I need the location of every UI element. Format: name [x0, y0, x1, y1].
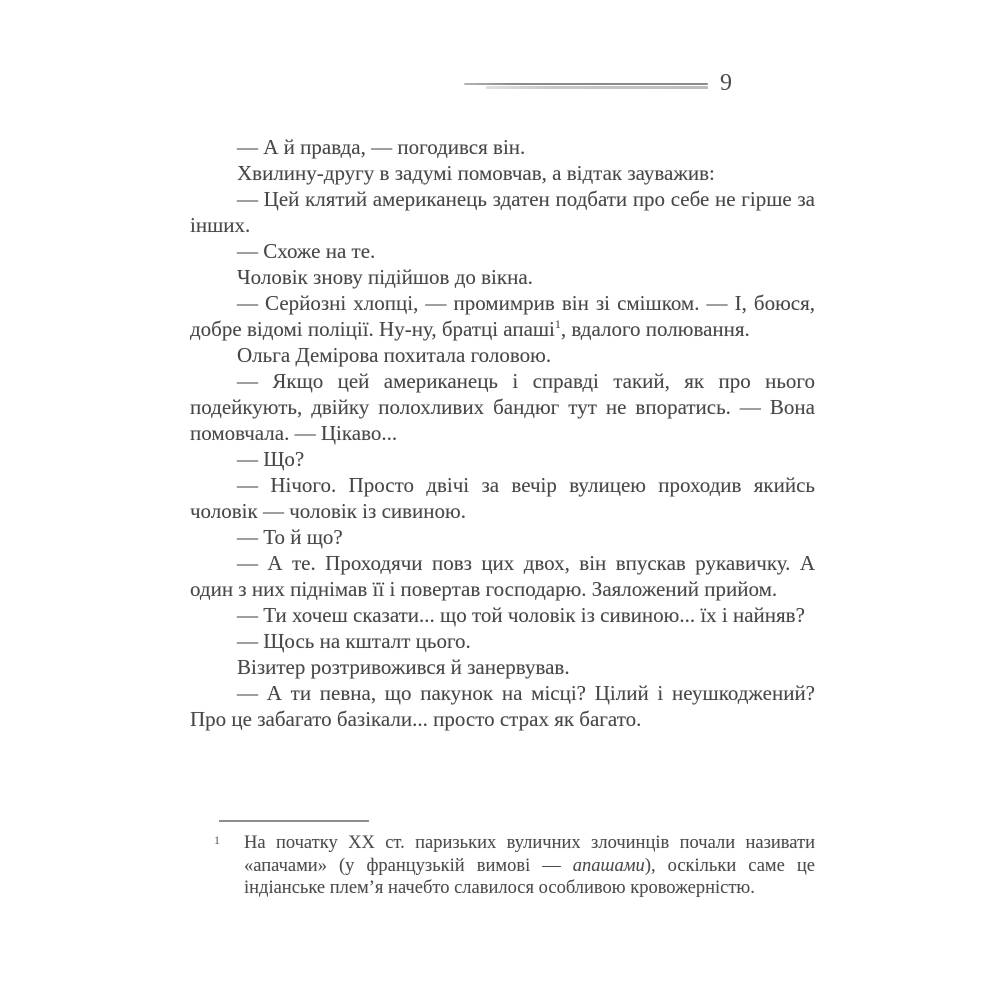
paragraph	[190, 472, 815, 524]
paragraph	[190, 602, 815, 628]
paragraph	[190, 238, 815, 264]
footnote-separator	[219, 820, 369, 822]
paragraph-text: Хвилину-другу в задумі помовчав, а відтак зауважив:	[237, 161, 715, 185]
paragraph-text: — То й що?	[237, 525, 343, 549]
paragraph-text: — А ти певна, що пакунок на місці? Цілий і неушкоджений? Про це забагато базікали... просто страх як багато.	[190, 681, 815, 731]
paragraph-text: — Нічого. Просто двічі за вечір вулицею проходив якийсь чоловік — чоловік із сивиною.	[190, 473, 815, 523]
paragraph-text: — Серйозні хлопці, — промимрив він зі смішком. — І, боюся, добре відомі поліції. Ну-ну, братці апаші	[190, 291, 815, 341]
paragraph-text: — Щось на кшталт цього.	[237, 629, 471, 653]
body-text	[190, 134, 815, 732]
header-rule-shadow	[486, 86, 708, 89]
paragraph-text: — А те. Проходячи повз цих двох, він впускав рукавичку. А один з них піднімав її і повертав господарю. Заяложений прийом.	[190, 551, 815, 601]
footnote-italic-term: апашами	[572, 855, 645, 876]
paragraph-text: — Схоже на те.	[237, 239, 376, 263]
paragraph	[190, 524, 815, 550]
paragraph-text: — Якщо цей американець і справді такий, як про нього подейкують, двійку полохливих бандюг тут не впоратись. — Вона помовчала. — Цікаво...	[190, 369, 815, 445]
paragraph	[190, 680, 815, 732]
paragraph-text: — А й правда, — погодився він.	[237, 135, 526, 159]
paragraph	[190, 290, 815, 342]
paragraph	[190, 550, 815, 602]
paragraph	[190, 368, 815, 446]
paragraph-text: — Що?	[237, 447, 305, 471]
paragraph	[190, 446, 815, 472]
paragraph	[190, 654, 815, 680]
footnote-lead: На початку XX ст. паризьких вуличних злочинців почали називати «апачами» (у французькій вимові —	[244, 833, 815, 876]
footnote-tail: ), оскільки саме це індіанське плем’я начебто славилося особливою кровожерністю.	[244, 855, 815, 898]
paragraph-text: — Цей клятий американець здатен подбати про себе не гірше за інших.	[190, 187, 815, 237]
paragraph-text: Ольга Демірова похитала головою.	[237, 343, 552, 367]
footnote	[190, 832, 815, 900]
paragraph	[190, 186, 815, 238]
paragraph	[190, 160, 815, 186]
paragraph	[190, 342, 815, 368]
paragraph-text: Чоловік знову підійшов до вікна.	[237, 265, 533, 289]
footnote-marker: 1	[214, 833, 220, 847]
paragraph	[190, 628, 815, 654]
footnote-reference: 1	[554, 317, 561, 331]
page-number: 9	[720, 70, 732, 96]
footnote-text	[244, 832, 815, 900]
paragraph-text: Візитер розтривожився й занервував.	[237, 655, 570, 679]
header-rule	[464, 83, 708, 85]
paragraph	[190, 134, 815, 160]
paragraph-text: — Ти хочеш сказати... що той чоловік із сивиною... їх і найняв?	[237, 603, 805, 627]
paragraph	[190, 264, 815, 290]
paragraph-text: , вдалого полювання.	[560, 317, 750, 341]
